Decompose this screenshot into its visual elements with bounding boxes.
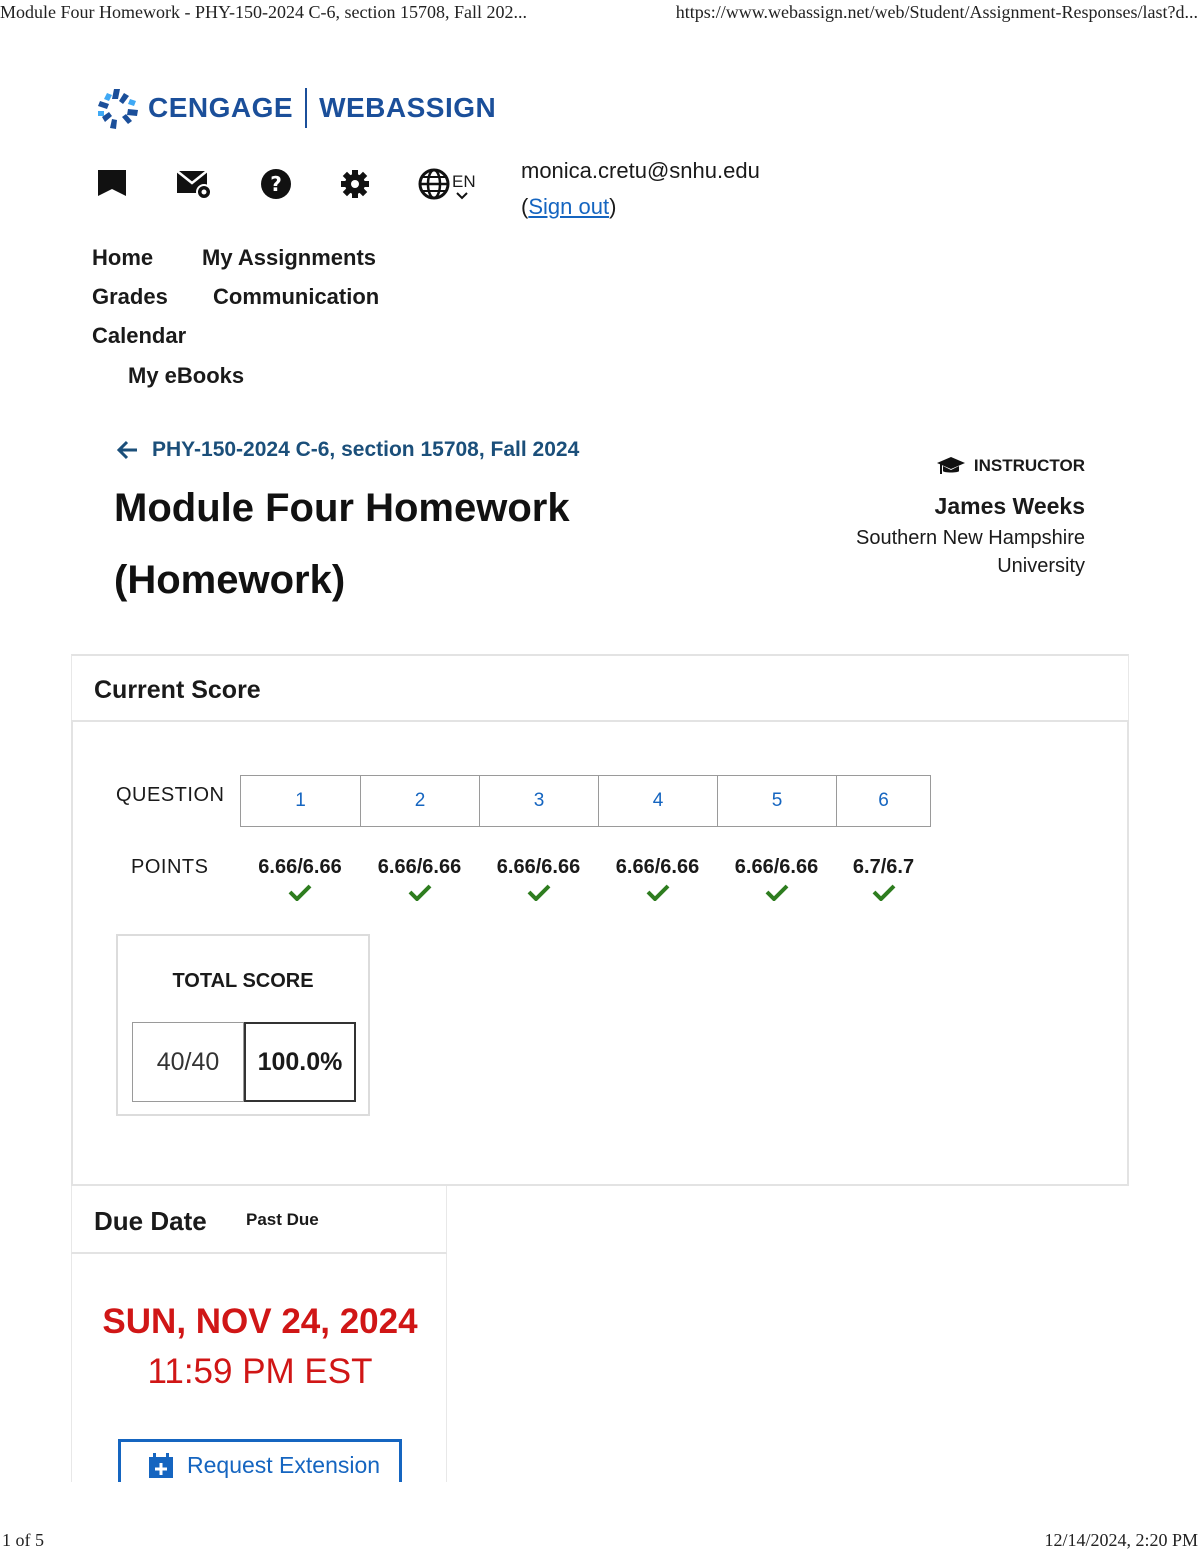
- cengage-wordmark: CENGAGE: [148, 92, 294, 123]
- nav-grades[interactable]: Grades: [92, 284, 168, 309]
- sign-out-close-paren: ): [609, 194, 617, 219]
- points-row-label: POINTS: [131, 856, 209, 878]
- due-time-value: 11:59 PM EST: [147, 1352, 373, 1391]
- points-value: 6.7/6.7: [852, 856, 915, 878]
- total-score-label: TOTAL SCORE: [172, 970, 314, 992]
- instructor-role-label: INSTRUCTOR: [973, 456, 1085, 475]
- request-extension-label: Request Extension: [187, 1452, 381, 1478]
- question-button-4[interactable]: 4: [598, 775, 717, 827]
- question-button-5[interactable]: 5: [717, 775, 836, 827]
- due-date-panel: [71, 1254, 447, 1482]
- checkmark-icon: [872, 883, 896, 901]
- course-link[interactable]: PHY-150-2024 C-6, section 15708, Fall 2024: [152, 438, 580, 461]
- page-title-line1: Module Four Homework: [114, 486, 570, 530]
- sign-out-wrapper: [521, 194, 616, 220]
- print-page-number: 1 of 5: [2, 1530, 44, 1550]
- due-date-value: SUN, NOV 24, 2024: [102, 1302, 418, 1341]
- nav-communication[interactable]: Communication: [213, 284, 380, 309]
- flag-icon[interactable]: [92, 164, 132, 204]
- help-icon[interactable]: [256, 164, 296, 204]
- question-points-6: [836, 856, 931, 901]
- gear-icon[interactable]: [335, 164, 375, 204]
- calendar-plus-icon: [147, 1452, 175, 1480]
- question-button-2[interactable]: 2: [360, 775, 479, 827]
- graduation-cap-icon: [936, 456, 966, 476]
- instructor-role: [936, 456, 1085, 476]
- breadcrumb[interactable]: [116, 438, 579, 462]
- instructor-school: [785, 524, 1085, 580]
- question-points-5: [717, 856, 836, 901]
- points-row: [240, 856, 931, 901]
- page-title-line2: (Homework): [114, 558, 346, 602]
- question-button-1[interactable]: 1: [240, 775, 360, 827]
- checkmark-icon: [527, 883, 551, 901]
- print-page-title: Module Four Homework - PHY-150-2024 C-6, section 15708, Fall 202...: [0, 2, 527, 22]
- due-date-header: [71, 1186, 447, 1254]
- question-button-3[interactable]: 3: [479, 775, 598, 827]
- past-due-badge: Past Due: [246, 1210, 319, 1229]
- checkmark-icon: [288, 883, 312, 901]
- checkmark-icon: [765, 883, 789, 901]
- due-date-heading: Due Date: [94, 1206, 207, 1236]
- user-email: monica.cretu@snhu.edu: [521, 158, 760, 183]
- total-score-percent: 100.0%: [244, 1022, 356, 1102]
- cengage-logo-icon: [96, 87, 140, 129]
- language-code[interactable]: EN: [452, 172, 476, 191]
- sign-out-open-paren: (: [521, 194, 529, 219]
- points-value: 6.66/6.66: [615, 856, 700, 878]
- instructor-info: [785, 456, 1085, 580]
- points-value: 6.66/6.66: [734, 856, 819, 878]
- question-points-2: [360, 856, 479, 901]
- school-line1: Southern New Hampshire: [856, 527, 1085, 549]
- points-value: 6.66/6.66: [496, 856, 581, 878]
- sign-out-link[interactable]: Sign out: [528, 194, 610, 219]
- checkmark-icon: [646, 883, 670, 901]
- question-button-6[interactable]: 6: [836, 775, 931, 827]
- logo-divider: [305, 88, 307, 128]
- print-page-url: https://www.webassign.net/web/Student/Assignment-Responses/last?d...: [675, 2, 1198, 22]
- page-title: [114, 472, 674, 616]
- question-row-label: QUESTION: [116, 784, 225, 806]
- globe-icon[interactable]: [414, 164, 454, 204]
- checkmark-icon: [408, 883, 432, 901]
- arrow-left-icon: [116, 439, 140, 461]
- print-footer: [0, 1527, 1200, 1553]
- print-timestamp: 12/14/2024, 2:20 PM: [1044, 1530, 1198, 1550]
- print-header: [0, 0, 1200, 26]
- current-score-heading: Current Score: [94, 676, 261, 704]
- cengage-webassign-logo[interactable]: [96, 86, 496, 130]
- page-cut-mask: [0, 1482, 1200, 1527]
- nav-my-assignments[interactable]: My Assignments: [202, 245, 377, 270]
- nav-calendar[interactable]: Calendar: [92, 323, 187, 348]
- points-value: 6.66/6.66: [258, 856, 342, 878]
- message-settings-icon[interactable]: [174, 164, 214, 204]
- nav-my-ebooks[interactable]: My eBooks: [128, 363, 245, 388]
- school-line2: University: [997, 555, 1085, 577]
- current-score-header: [71, 654, 1129, 720]
- points-value: 6.66/6.66: [377, 856, 462, 878]
- chevron-down-icon[interactable]: [456, 192, 468, 200]
- webassign-wordmark: WEBASSIGN: [319, 92, 497, 123]
- total-score-box: [116, 934, 370, 1116]
- question-buttons: [240, 775, 931, 827]
- svg-text:?: ?: [270, 172, 282, 196]
- question-points-1: [240, 856, 360, 901]
- total-score-raw: 40/40: [132, 1022, 244, 1102]
- question-points-4: [598, 856, 717, 901]
- instructor-name: James Weeks: [934, 493, 1085, 519]
- nav-home[interactable]: Home: [92, 245, 154, 270]
- question-points-3: [479, 856, 598, 901]
